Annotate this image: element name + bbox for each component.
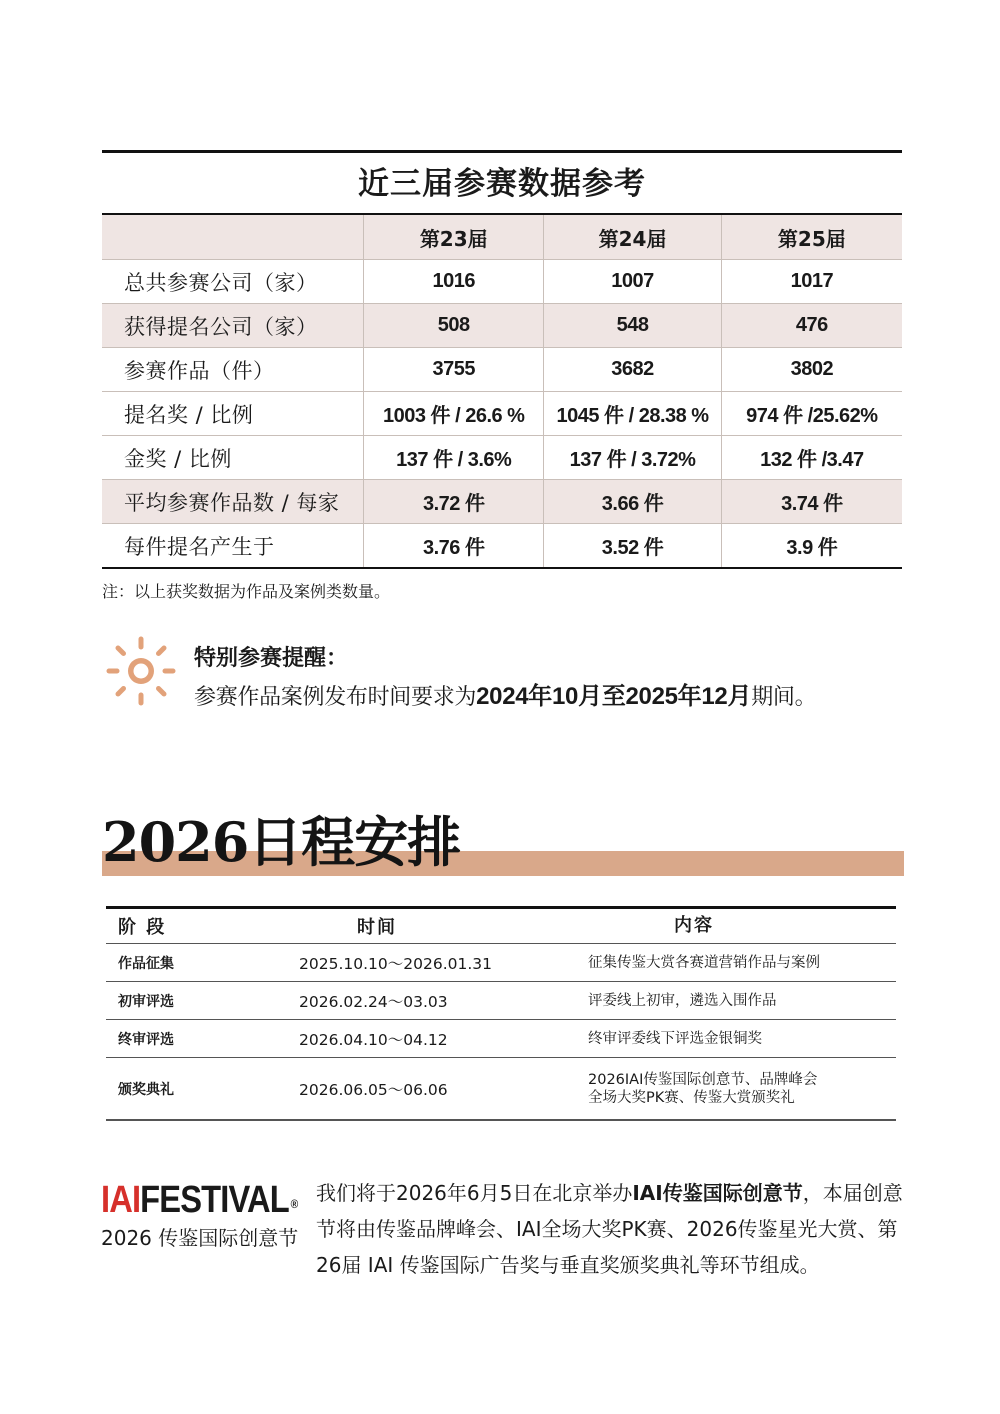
stage-cell: 终审评选 (118, 1031, 174, 1048)
table-row (102, 392, 902, 436)
table-header-cell: 第24届 (543, 215, 720, 259)
table-cell: 3.72 件 (363, 480, 543, 523)
table-cell: 3.66 件 (543, 480, 720, 523)
reminder-text-prefix: 参赛作品案例发布时间要求为 (194, 685, 477, 710)
content-cell (588, 1071, 896, 1107)
table-cell: 476 (721, 304, 902, 347)
table-cell: 132 件 /3.47 (721, 436, 902, 479)
table-header-cell: 时间 (357, 917, 397, 938)
table-row (102, 524, 902, 569)
table-header-cell: 阶 段 (118, 917, 167, 938)
content-line: 全场大奖PK赛、传鉴大赏颁奖礼 (588, 1089, 795, 1106)
table-cell: 3682 (543, 348, 720, 391)
table-header-cell (102, 215, 363, 259)
table-cell: 3755 (363, 348, 543, 391)
table-row (106, 944, 896, 982)
logo-iai: IAI (101, 1179, 141, 1221)
reminder-text-suffix: 期间。 (751, 685, 817, 710)
row-label: 金奖 / 比例 (124, 446, 232, 471)
reminder-text (194, 676, 816, 711)
stage-cell: 作品征集 (118, 955, 174, 972)
table-cell: 3802 (721, 348, 902, 391)
table-cell: 1045 件 / 28.38 % (543, 392, 720, 435)
schedule-title: 2026日程安排 (102, 810, 461, 874)
table-cell: 137 件 / 3.72% (543, 436, 720, 479)
time-cell: 2026.04.10～04.12 (299, 1030, 448, 1049)
registered-mark: ® (290, 1197, 298, 1211)
time-cell: 2025.10.10～2026.01.31 (299, 954, 492, 973)
row-label: 总共参赛公司（家） (124, 270, 318, 295)
table-cell: 3.52 件 (543, 524, 720, 567)
table-cell: 508 (363, 304, 543, 347)
schedule-table (106, 906, 896, 1121)
content-cell: 评委线上初审，遴选入围作品 (588, 992, 777, 1009)
row-label: 参赛作品（件） (124, 358, 275, 383)
festival-text-suffix: ，本届创意节将由传鉴品牌峰会、IAI全场大奖PK赛、2026传鉴星光大赏、第 26届 IAI 传鉴国际广告奖与垂直奖颁奖典礼等环节组成。 (316, 1181, 903, 1277)
table-row (102, 348, 902, 392)
table-cell: 3.9 件 (721, 524, 902, 567)
stats-table (102, 150, 902, 569)
table-cell: 3.76 件 (363, 524, 543, 567)
logo-festival: FESTIVAL (140, 1179, 289, 1221)
row-label: 每件提名产生于 (124, 534, 275, 559)
table-row (106, 1058, 896, 1121)
table-cell: 1003 件 / 26.6 % (363, 392, 543, 435)
table-row (102, 436, 902, 480)
reminder-title: 特别参赛提醒： (194, 646, 349, 671)
table-header-cell: 第23届 (363, 215, 543, 259)
table-cell: 1007 (543, 260, 720, 303)
content-cell: 终审评委线下评选金银铜奖 (588, 1030, 762, 1047)
stage-cell: 颁奖典礼 (118, 1081, 174, 1098)
sun-icon (106, 636, 176, 706)
table-row (102, 480, 902, 524)
table-header-row (106, 909, 896, 944)
row-label: 平均参赛作品数 / 每家 (124, 490, 340, 515)
table-header-cell: 内容 (674, 915, 714, 936)
table-header-row (102, 215, 902, 260)
festival-logo (101, 1178, 297, 1222)
stage-cell: 初审评选 (118, 993, 174, 1010)
table-cell: 1017 (721, 260, 902, 303)
table-cell: 548 (543, 304, 720, 347)
stats-note: 注：以上获奖数据为作品及案例类数量。 (102, 582, 391, 601)
festival-name: IAI传鉴国际创意节 (632, 1181, 803, 1205)
table-cell: 137 件 / 3.6% (363, 436, 543, 479)
table-cell: 1016 (363, 260, 543, 303)
festival-description (316, 1175, 904, 1283)
stats-title: 近三届参赛数据参考 (358, 166, 646, 202)
table-row (102, 304, 902, 348)
reminder-date-range: 2024年10月至2025年12月 (476, 683, 752, 710)
table-cell: 3.74 件 (721, 480, 902, 523)
time-cell: 2026.06.05～06.06 (299, 1080, 448, 1099)
row-label: 获得提名公司（家） (124, 314, 318, 339)
content-line: 2026IAI传鉴国际创意节、品牌峰会 (588, 1071, 818, 1088)
table-row (102, 260, 902, 304)
table-cell: 974 件 /25.62% (721, 392, 902, 435)
content-cell: 征集传鉴大赏各赛道营销作品与案例 (588, 954, 820, 971)
festival-text-prefix: 我们将于2026年6月5日在北京举办 (316, 1181, 633, 1205)
table-header-cell: 第25届 (721, 215, 902, 259)
table-row (106, 1020, 896, 1058)
row-label: 提名奖 / 比例 (124, 402, 254, 427)
time-cell: 2026.02.24～03.03 (299, 992, 448, 1011)
table-row (106, 982, 896, 1020)
festival-subtitle: 2026 传鉴国际创意节 (101, 1226, 299, 1250)
